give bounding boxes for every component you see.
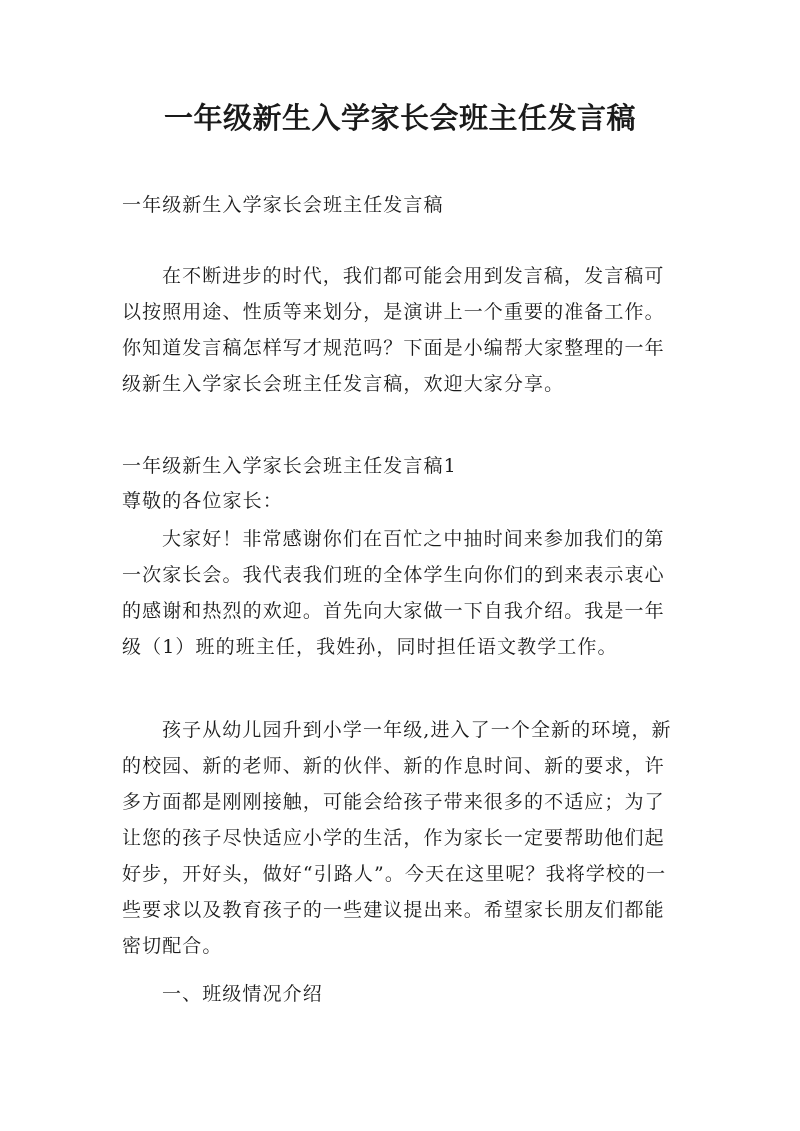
body-paragraph-2: 孩子从幼儿园升到小学一年级,进入了一个全新的环境，新的校园、新的老师、新的伙伴、新的作息时间、新的要求，许多方面都是刚刚接触，可能会给孩子带来很多的不适应；为了让您的孩子尽快适应小学的生活，作为家长一定要帮助他们起好步，开好头，做好“引路人”。今天在这里呢？我将学校的一些要求以及教育孩子的一些建议提出来。希望家长朋友们都能密切配合。	[122, 719, 672, 957]
document-subtitle: 一年级新生入学家长会班主任发言稿	[122, 194, 444, 216]
intro-paragraph: 在不断进步的时代，我们都可能会用到发言稿，发言稿可以按照用途、性质等来划分，是演讲上一个重要的准备工作。你知道发言稿怎样写才规范吗？下面是小编帮大家整理的一年级新生入学家长会班主任发言稿，欢迎大家分享。	[122, 265, 665, 395]
section-title: 一年级新生入学家长会班主任发言稿1	[122, 455, 457, 477]
section-heading-class-intro: 一、班级情况介绍	[162, 983, 323, 1005]
salutation: 尊敬的各位家长：	[122, 490, 283, 512]
document-title: 一年级新生入学家长会班主任发言稿	[163, 101, 636, 135]
body-paragraph-1: 大家好！非常感谢你们在百忙之中抽时间来参加我们的第一次家长会。我代表我们班的全体学生向你们的到来表示衷心的感谢和热烈的欢迎。首先向大家做一下自我介绍。我是一年级（1）班的班主任，我姓孙，同时担任语文教学工作。	[122, 528, 665, 658]
